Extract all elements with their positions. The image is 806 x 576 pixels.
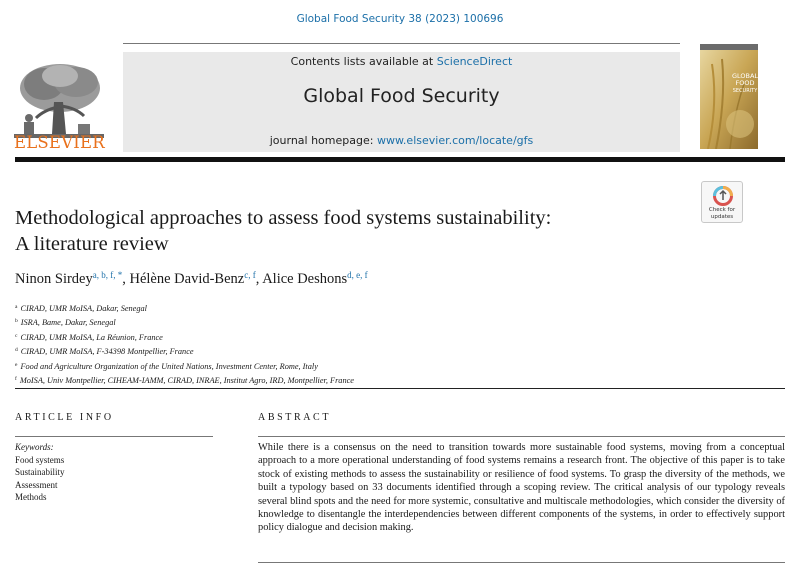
journal-homepage-link[interactable]: www.elsevier.com/locate/gfs	[376, 134, 534, 147]
keyword-item: Food systems	[15, 454, 65, 465]
affiliation-mark: e	[15, 361, 18, 368]
affiliation-text: CIRAD, UMR MoISA, F-34398 Montpellier, France	[20, 347, 194, 357]
check-for-updates-button[interactable]	[701, 181, 743, 223]
article-title-line1: Methodological approaches to assess food systems sustainability:	[15, 207, 552, 229]
keyword-item: Methods	[15, 492, 47, 502]
affiliation-item	[15, 330, 354, 344]
cover-title-line1: GLOBAL	[731, 72, 758, 80]
affiliation-mark: c	[15, 332, 18, 339]
abstract-bottom-rule	[258, 562, 785, 563]
affiliation-item	[15, 359, 354, 373]
keywords-label: Keywords:	[15, 442, 54, 452]
affiliation-list	[15, 301, 354, 387]
author-name[interactable]: Ninon Sirdey	[15, 271, 93, 287]
affiliation-item	[15, 373, 354, 387]
contents-available-line	[123, 55, 680, 68]
journal-masthead	[123, 52, 680, 152]
author-affiliation-marks[interactable]: a, b, f, *	[92, 270, 123, 280]
article-title	[15, 205, 675, 257]
affiliation-item	[15, 301, 354, 315]
publisher-name[interactable]: ELSEVIER	[14, 133, 105, 152]
affiliation-mark: b	[15, 318, 18, 325]
affiliation-text: Food and Agriculture Organization of the United Nations, Investment Center, Rome, Italy	[20, 361, 318, 371]
abstract-rule	[258, 436, 785, 437]
author-affiliation-marks[interactable]: d, e, f	[347, 270, 368, 280]
affiliation-mark: f	[15, 376, 17, 383]
abstract-heading: ABSTRACT	[258, 412, 332, 423]
cover-title-line2: FOOD	[735, 79, 755, 87]
affiliation-text: ISRA, Bame, Dakar, Senegal	[20, 318, 116, 328]
journal-citation[interactable]: Global Food Security 38 (2023) 100696	[296, 13, 504, 25]
check-updates-icon	[713, 186, 733, 206]
header-top-rule	[123, 43, 680, 44]
check-updates-line1: Check for	[708, 207, 736, 213]
affiliation-text: MoISA, Univ Montpellier, CIHEAM-IAMM, CIRAD, INRAE, Institut Agro, IRD, Montpellier, France	[19, 376, 354, 386]
keywords-block	[15, 441, 65, 504]
affiliation-text: CIRAD, UMR MoISA, La Réunion, France	[20, 332, 163, 342]
author-name[interactable]: Hélène David-Benz	[129, 271, 245, 287]
keyword-item: Assessment	[15, 479, 58, 490]
journal-title: Global Food Security	[303, 85, 500, 107]
affiliation-text: CIRAD, UMR MoISA, Dakar, Senegal	[20, 304, 147, 313]
check-updates-line2: updates	[710, 213, 734, 220]
affiliation-item	[15, 344, 354, 358]
affiliation-mark: d	[15, 347, 18, 354]
contents-prefix: Contents lists available at	[290, 55, 437, 68]
abstract-text: While there is a consensus on the need to transition towards more sustainable food systems, moving from a conceptual approach to a more operational understanding of food systems remains a research front. The objective of this paper is to take stock of existing methods to assess the sustainability or resilience of food systems. To grasp the diversity of the methods, we built a typology based on 33 documents identified through a scoping review. The critical analysis of our typology reveals several blind spots and the need for more systemic, consultative and multiscale methodologies, which consider the diversity of knowledge to disentangle the interdependencies between different components of the systems, in order to effectively support policy dialogue and decision making.	[258, 442, 785, 534]
author-separator: ,	[255, 271, 263, 287]
author-affiliation-marks[interactable]: c, f	[244, 270, 256, 280]
header-thick-rule	[15, 157, 785, 162]
author-name[interactable]: Alice Deshons	[262, 271, 348, 287]
journal-homepage-line	[123, 134, 680, 147]
sciencedirect-link[interactable]: ScienceDirect	[436, 55, 513, 68]
homepage-prefix: journal homepage:	[269, 134, 377, 147]
cover-title-line3: SECURITY	[732, 88, 758, 94]
article-info-heading: ARTICLE INFO	[15, 412, 114, 423]
affiliation-item	[15, 315, 354, 329]
affiliation-mark: a	[15, 304, 18, 310]
check-updates-label	[702, 207, 742, 220]
article-info-rule	[15, 436, 213, 437]
article-title-line2: A literature review	[15, 233, 169, 255]
keyword-item: Sustainability	[15, 467, 65, 477]
author-separator: ,	[122, 271, 130, 287]
journal-cover-thumbnail[interactable]	[700, 44, 758, 149]
author-list	[15, 270, 368, 288]
section-divider	[15, 388, 785, 389]
